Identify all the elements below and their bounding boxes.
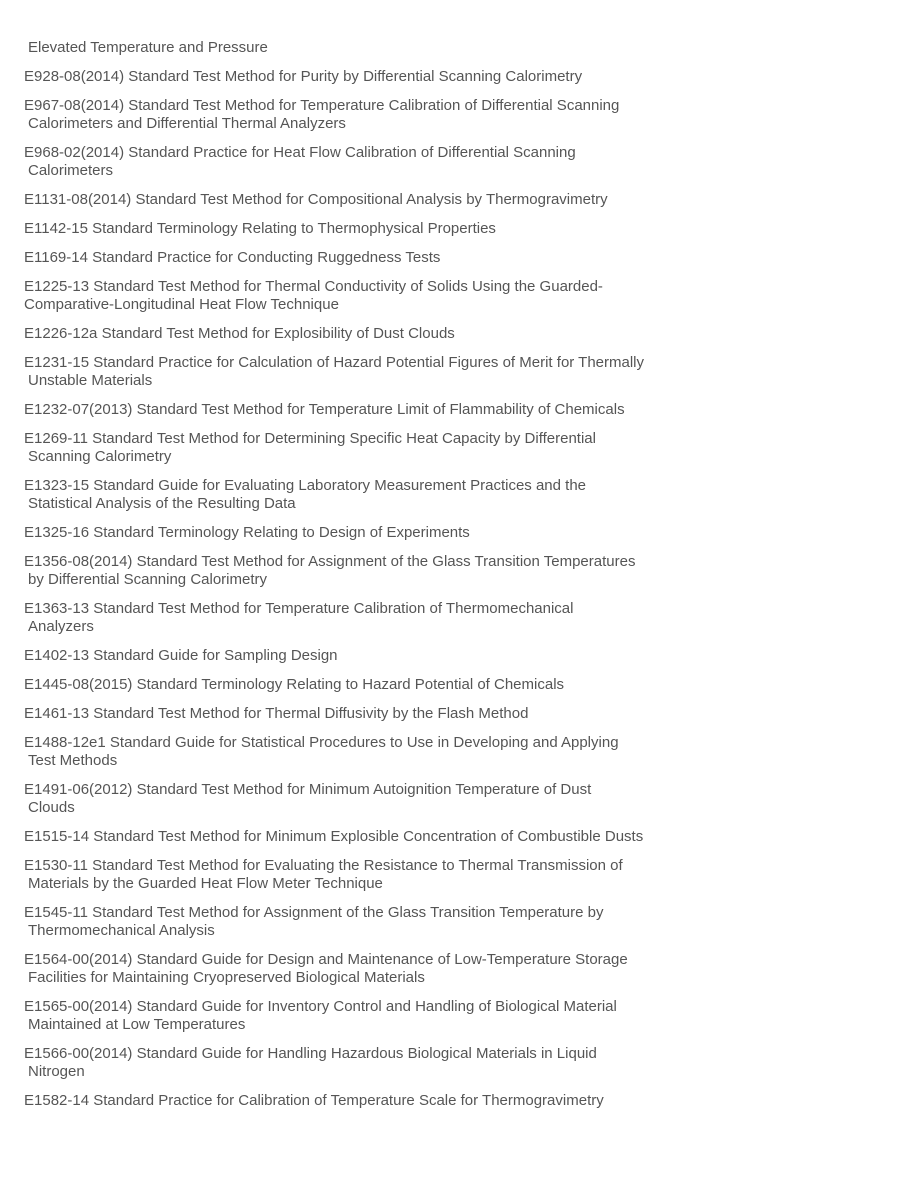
entry-continuation: Facilities for Maintaining Cryopreserved Biological Materials [28, 969, 425, 986]
entry-text: E1582-14 Standard Practice for Calibration of Temperature Scale for Thermogravimetry [24, 1092, 604, 1109]
list-item [24, 97, 694, 133]
list-item [24, 477, 694, 513]
entry-text: E1515-14 Standard Test Method for Minimum Explosible Concentration of Combustible Dusts [24, 828, 644, 845]
list-item [24, 325, 694, 343]
list-item [24, 144, 694, 180]
entry-text: E928-08(2014) Standard Test Method for Purity by Differential Scanning Calorimetry [24, 68, 583, 85]
entry-text: E1225-13 Standard Test Method for Thermal Conductivity of Solids Using the Guarded- [24, 278, 603, 295]
entry-text: E1323-15 Standard Guide for Evaluating Laboratory Measurement Practices and the [24, 477, 587, 494]
list-item [24, 220, 694, 238]
entry-continuation: Statistical Analysis of the Resulting Data [28, 495, 296, 512]
entry-continuation: Comparative-Longitudinal Heat Flow Technique [24, 296, 339, 313]
entry-continuation: Unstable Materials [28, 372, 153, 389]
list-item [24, 828, 694, 846]
entry-text: E1325-16 Standard Terminology Relating to Design of Experiments [24, 524, 470, 541]
entry-text: E1363-13 Standard Test Method for Temperature Calibration of Thermomechanical [24, 600, 574, 617]
entry-text: E967-08(2014) Standard Test Method for Temperature Calibration of Differential Scanning [24, 97, 620, 114]
list-item [24, 600, 694, 636]
list-item [24, 278, 694, 314]
entry-text: E1566-00(2014) Standard Guide for Handling Hazardous Biological Materials in Liquid [24, 1045, 597, 1062]
entry-continuation: Thermomechanical Analysis [28, 922, 215, 939]
entry-continuation: Test Methods [28, 752, 118, 769]
list-item [24, 401, 694, 419]
entry-text: E1142-15 Standard Terminology Relating to Thermophysical Properties [24, 220, 496, 237]
standards-list [24, 39, 694, 1121]
entry-continuation: by Differential Scanning Calorimetry [28, 571, 267, 588]
list-item [24, 857, 694, 893]
entry-continuation: Calorimeters and Differential Thermal Analyzers [28, 115, 346, 132]
list-item [24, 781, 694, 817]
entry-text: E1402-13 Standard Guide for Sampling Design [24, 647, 338, 664]
entry-text: E1356-08(2014) Standard Test Method for Assignment of the Glass Transition Temperatures [24, 553, 636, 570]
entry-text: E1488-12e1 Standard Guide for Statistical Procedures to Use in Developing and Applying [24, 734, 619, 751]
list-item [24, 354, 694, 390]
entry-text: E1491-06(2012) Standard Test Method for Minimum Autoignition Temperature of Dust [24, 781, 592, 798]
list-item [24, 68, 694, 86]
entry-continuation: Maintained at Low Temperatures [28, 1016, 246, 1033]
entry-continuation: Materials by the Guarded Heat Flow Meter Technique [28, 875, 383, 892]
entry-text: Elevated Temperature and Pressure [28, 39, 268, 56]
entry-text: E1530-11 Standard Test Method for Evaluating the Resistance to Thermal Transmission of [24, 857, 623, 874]
list-item [24, 676, 694, 694]
entry-text: E1169-14 Standard Practice for Conducting Ruggedness Tests [24, 249, 441, 266]
list-item [24, 430, 694, 466]
entry-text: E1131-08(2014) Standard Test Method for Compositional Analysis by Thermogravimetry [24, 191, 608, 208]
entry-text: E1226-12a Standard Test Method for Explosibility of Dust Clouds [24, 325, 455, 342]
list-item [24, 998, 694, 1034]
list-item [24, 553, 694, 589]
entry-text: E1564-00(2014) Standard Guide for Design and Maintenance of Low-Temperature Storage [24, 951, 628, 968]
entry-continuation: Clouds [28, 799, 75, 816]
entry-text: E1545-11 Standard Test Method for Assignment of the Glass Transition Temperature by [24, 904, 604, 921]
list-item [24, 1092, 694, 1110]
entry-text: E1231-15 Standard Practice for Calculation of Hazard Potential Figures of Merit for Thermally [24, 354, 645, 371]
entry-text: E1461-13 Standard Test Method for Thermal Diffusivity by the Flash Method [24, 705, 529, 722]
list-item [24, 191, 694, 209]
list-item [24, 647, 694, 665]
entry-text: E1565-00(2014) Standard Guide for Inventory Control and Handling of Biological Material [24, 998, 617, 1015]
entry-text: E1445-08(2015) Standard Terminology Relating to Hazard Potential of Chemicals [24, 676, 565, 693]
list-item [24, 1045, 694, 1081]
list-item [24, 734, 694, 770]
list-item [24, 39, 694, 57]
list-item [24, 524, 694, 542]
entry-text: E1232-07(2013) Standard Test Method for Temperature Limit of Flammability of Chemicals [24, 401, 625, 418]
list-item [24, 249, 694, 267]
entry-continuation: Scanning Calorimetry [28, 448, 172, 465]
entry-continuation: Nitrogen [28, 1063, 85, 1080]
list-item [24, 705, 694, 723]
entry-text: E1269-11 Standard Test Method for Determining Specific Heat Capacity by Differential [24, 430, 596, 447]
entry-continuation: Calorimeters [28, 162, 114, 179]
list-item [24, 904, 694, 940]
entry-text: E968-02(2014) Standard Practice for Heat Flow Calibration of Differential Scanning [24, 144, 576, 161]
entry-continuation: Analyzers [28, 618, 94, 635]
list-item [24, 951, 694, 987]
